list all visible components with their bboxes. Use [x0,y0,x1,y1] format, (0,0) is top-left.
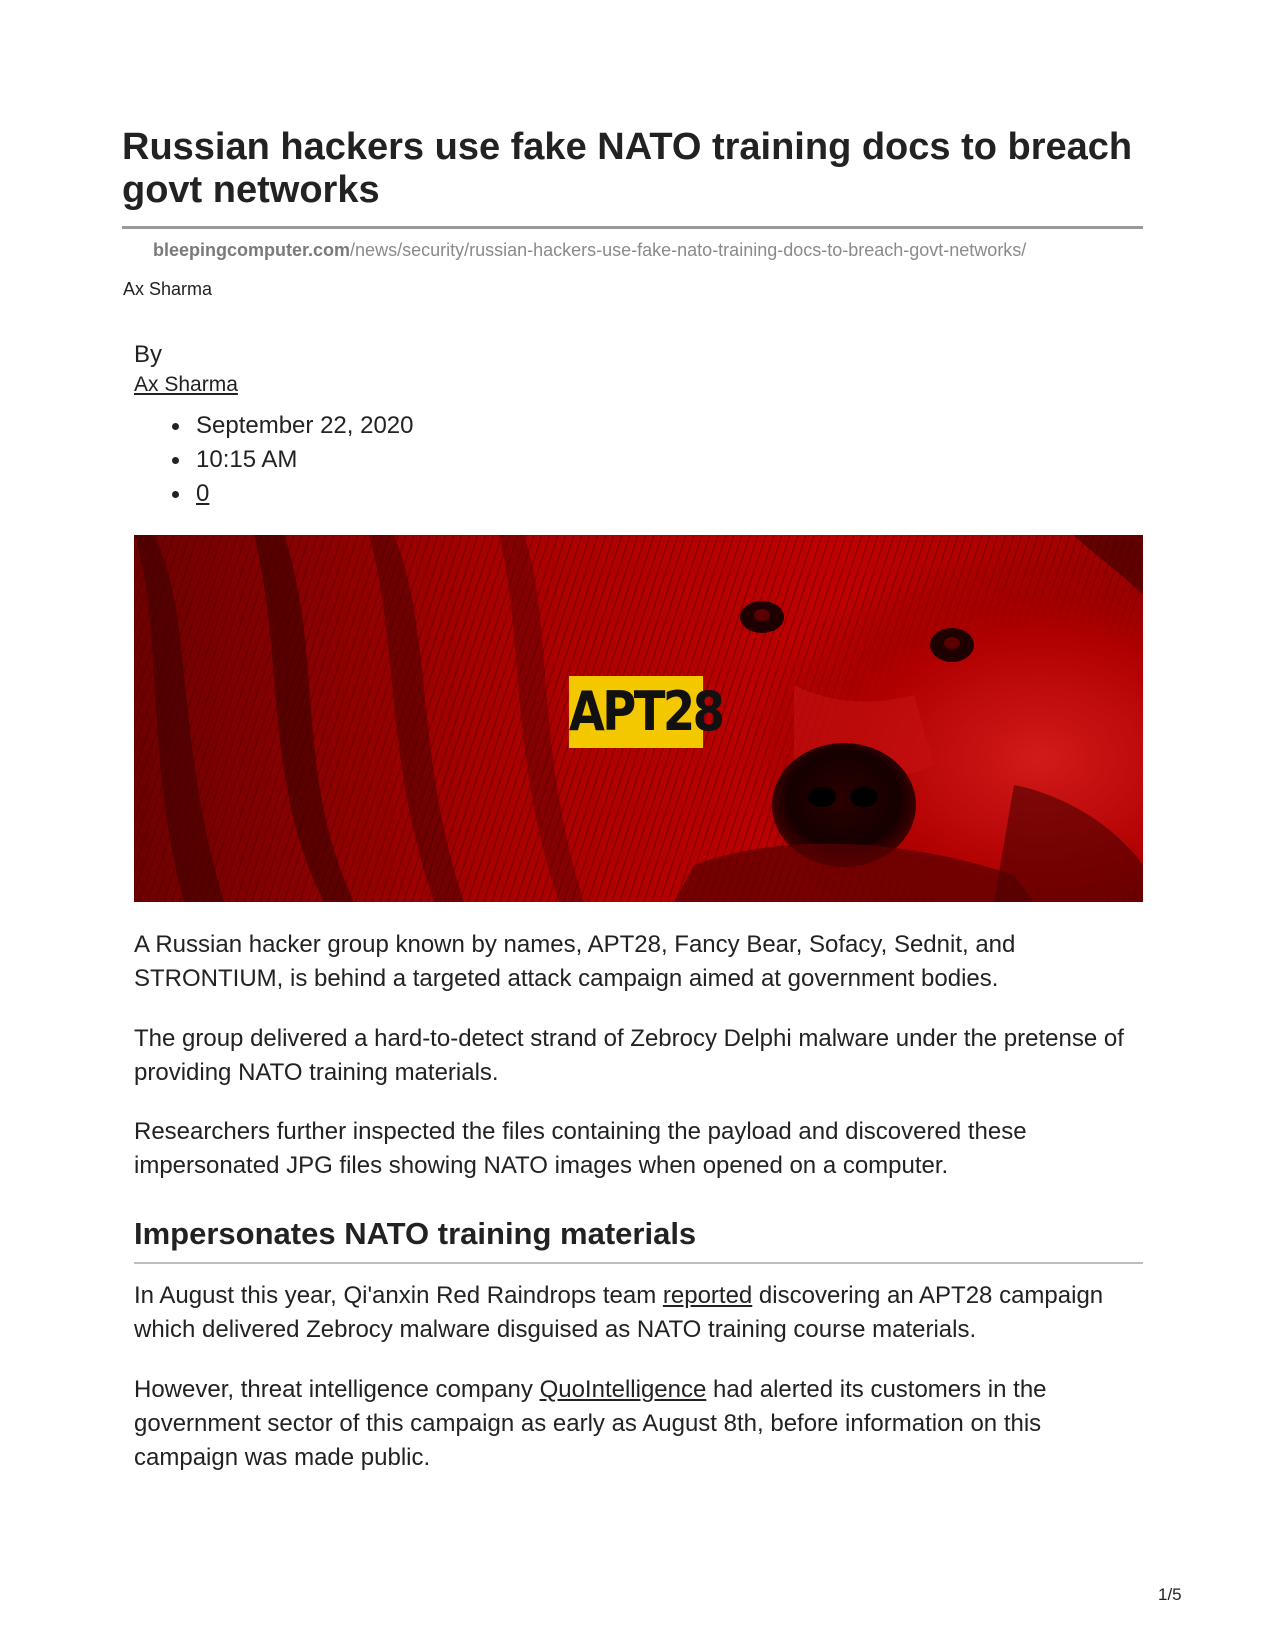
paragraph-quointelligence [134,1373,1144,1475]
paragraph-raindrops-text-after: discovering an APT28 campaign which delivered Zebrocy malware disguised as NATO training course materials. [134,1282,1104,1343]
source-domain: bleepingcomputer.com [153,240,351,260]
meta-date [172,409,414,443]
page-number: 1/5 [1158,1585,1182,1604]
article-meta-list [172,409,414,511]
source-url [153,240,1026,261]
author-line: Ax Sharma [123,279,213,299]
section-divider [134,1262,1143,1264]
byline-label: By [134,341,163,368]
byline-author-link[interactable]: Ax Sharma [134,373,238,396]
title-divider [122,226,1143,229]
section-heading: Impersonates NATO training materials [134,1216,697,1251]
meta-time [172,443,414,477]
paragraph-quo-text-after: had alerted its customers in the government sector of this campaign as early as August 8th, before information on this campaign was made public. [134,1376,1047,1471]
bullet-icon [172,423,179,430]
bullet-icon [172,491,179,498]
reported-link[interactable]: reported [662,1282,753,1309]
meta-comments [172,477,414,511]
comments-count-link[interactable]: 0 [196,480,210,507]
quointelligence-link[interactable]: QuoIntelligence [539,1376,707,1403]
apt28-badge: APT28 [569,676,703,748]
meta-date-text: September 22, 2020 [196,412,414,439]
paragraph-quo-text-before: However, threat intelligence company [134,1376,540,1403]
paragraph-intro: A Russian hacker group known by names, APT28, Fancy Bear, Sofacy, Sednit, and STRONTIUM, is behind a targeted attack campaign aimed at government bodies. [134,931,1016,992]
meta-time-text: 10:15 AM [196,446,298,473]
paragraph-zebrocy: The group delivered a hard-to-detect strand of Zebrocy Delphi malware under the pretense of providing NATO training materials. [134,1025,1124,1086]
paragraph-researchers: Researchers further inspected the files containing the payload and discovered these impersonated JPG files showing NATO images when opened on a computer. [134,1118,1027,1179]
paragraph-raindrops-text-before: In August this year, Qi'anxin Red Raindrops team [134,1282,663,1309]
paragraph-raindrops [134,1279,1144,1347]
source-path: /news/security/russian-hackers-use-fake-nato-training-docs-to-breach-govt-networks/ [350,240,1027,260]
bullet-icon [172,457,179,464]
article-title: Russian hackers use fake NATO training docs to breach govt networks [122,126,1133,211]
